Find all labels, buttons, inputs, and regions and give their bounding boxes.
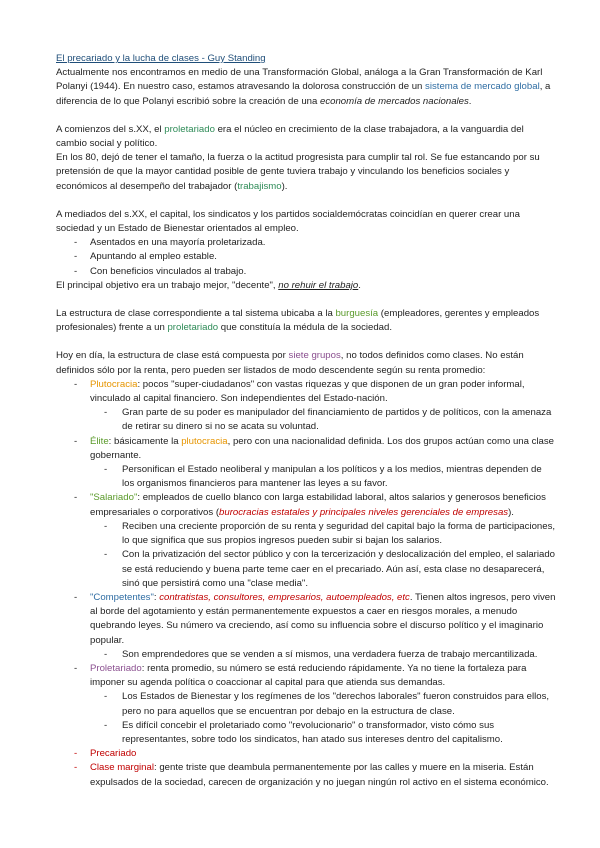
- list-item-plutocracia: - Plutocracia: pocos "super-ciudadanos" con vastas riquezas y que disponen de un gran poder informal, vinculado al capital financiero. Son independientes del Estado-nación. - Gran parte de su poder es manipulador del financiamiento de partidos y de políticos, con la amenaza de retirar su dinero si no se acata su voluntad.: [56, 378, 556, 435]
- list-estado-bienestar: [56, 236, 556, 279]
- list-item-precariado: - Precariado: [56, 747, 556, 761]
- sub-list-item: - Personifican el Estado neoliberal y manipulan a los políticos y a los medios, mientras dependen de los organismos financieros para mantener las leyes a su favor.: [90, 463, 556, 491]
- paragraph-trabajismo: En los 80, dejó de tener el tamaño, la fuerza o la actitud progresista para cumplir tal rol. Se fue estancando por su pretensión de que la mayor cantidad posible de gente tuviera trabajo y vinculando los beneficios sociales y económicos al desempeño del trabajador (trabajismo).: [56, 152, 540, 192]
- list-item-elite: - Élite: básicamente la plutocracia, pero con una nacionalidad definida. Los dos grupos actúan como una clase gobernante. - Personifican el Estado neoliberal y manipulan a los políticos y a los medios, mientras dependen de los organismos financieros para mantener las leyes a su favor.: [56, 435, 556, 492]
- sub-list-item: - Reciben una creciente proporción de su renta y seguridad del capital bajo la forma de participaciones, lo que significa que sus propios ingresos pueden subir si bajan los salarios.: [90, 520, 556, 548]
- list-item: - Asentados en una mayoría proletarizada.: [56, 236, 556, 250]
- sub-list-item: - Gran parte de su poder es manipulador del financiamiento de partidos y de políticos, con la amenaza de retirar su dinero si no se acata su voluntad.: [90, 406, 556, 434]
- list-item-salariado: - "Salariado": empleados de cuello blanco con larga estabilidad laboral, altos salarios y generosos beneficios empresariales o corporativos (burocracias estatales y principales niveles gerenciales de empresas). - Reciben una creciente proporción de su renta y seguridad del capital bajo la forma de participaciones, lo que significa que sus propios ingresos pueden subir si bajan los salarios. - Con la privatización del sector público y con la tercerización y deslocalización del empleo, el salariado se está reduciendo y buena parte teme caer en el precariado. Aún así, esta clase no desaparecerá, sinó que persistirá como una "clase media".: [56, 491, 556, 590]
- sub-list-item: - Los Estados de Bienestar y los regímenes de los "derechos laborales" fueron construidos para ellos, pero no para aquellos que se encuentran por debajo en la estructura de clase.: [90, 690, 556, 718]
- paragraph-intro: Actualmente nos encontramos en medio de una Transformación Global, análoga a la Gran Transformación de Karl Polanyi (1944). En nuestro caso, estamos atravesando la dolorosa construcción de un sistema de mercado global, a diferencia de lo que Polanyi escribió sobre la creación de una economía de mercados nacionales.: [56, 67, 551, 107]
- document-page: [56, 52, 556, 790]
- paragraph-estado-bienestar: A mediados del s.XX, el capital, los sindicatos y los partidos socialdemócratas coincidían en querer crear una sociedad y un Estado de Bienestar orientados al empleo.: [56, 208, 520, 235]
- list-item: - Con beneficios vinculados al trabajo.: [56, 265, 556, 279]
- sub-list-item: - Es difícil concebir el proletariado como "revolucionario" o transformador, visto cómo sus representantes, sobre todo los sindicatos, han atado sus intereses dentro del capitalismo.: [90, 719, 556, 747]
- paragraph-estructura-clase: La estructura de clase correspondiente a tal sistema ubicaba a la burguesía (empleadores, gerentes y empleados profesionales) frente a un proletariado que constituía la médula de la sociedad.: [56, 308, 540, 334]
- paragraph-objetivo: El principal objetivo era un trabajo mejor, "decente", no rehuir el trabajo.: [56, 279, 361, 291]
- paragraph-siete-grupos: Hoy en día, la estructura de clase está compuesta por siete grupos, no todos definidos como clases. No están definidos sólo por la renta, pero pueden ser listados de modo descendente según su renta promedio:: [56, 350, 524, 376]
- document-title: El precariado y la lucha de clases - Guy Standing: [56, 53, 266, 64]
- list-item: - Apuntando al empleo estable.: [56, 250, 556, 264]
- paragraph-proletariado: A comienzos del s.XX, el proletariado era el núcleo en crecimiento de la clase trabajadora, a la vanguardia del cambio social y político.: [56, 123, 524, 150]
- list-item-competentes: - "Competentes": contratistas, consultores, empresarios, autoempleados, etc. Tienen altos ingresos, pero viven al borde del agotamiento y están permanentemente expuestos a caer en riesgos morales, a menudo quebrando leyes. Su número va creciendo, así como su influencia sobre el discurso político y el imaginario popular. - Son emprendedores que se venden a sí mismos, una verdadera fuerza de trabajo mercantilizada.: [56, 591, 556, 662]
- list-grupos: [56, 378, 556, 790]
- list-item-proletariado: - Proletariado: renta promedio, su número se está reduciendo rápidamente. Ya no tiene la fortaleza para imponer su agenda política o coaccionar al capital para que atienda sus demandas. - Los Estados de Bienestar y los regímenes de los "derechos laborales" fueron construidos para ellos, pero no para aquellos que se encuentran por debajo en la estructura de clase. - Es difícil concebir el proletariado como "revolucionario" o transformador, visto cómo sus representantes, sobre todo los sindicatos, han atado sus intereses dentro del capitalismo.: [56, 662, 556, 747]
- list-item-clase-marginal: - Clase marginal: gente triste que deambula permanentemente por las calles y muere en la miseria. Están expulsados de la sociedad, carecen de organización y no juegan ningún rol activo en el sistema económico.: [56, 761, 556, 789]
- sub-list-item: - Son emprendedores que se venden a sí mismos, una verdadera fuerza de trabajo mercantilizada.: [90, 648, 556, 662]
- sub-list-item: - Con la privatización del sector público y con la tercerización y deslocalización del empleo, el salariado se está reduciendo y buena parte teme caer en el precariado. Aún así, esta clase no desaparecerá, sinó que persistirá como una "clase media".: [90, 548, 556, 591]
